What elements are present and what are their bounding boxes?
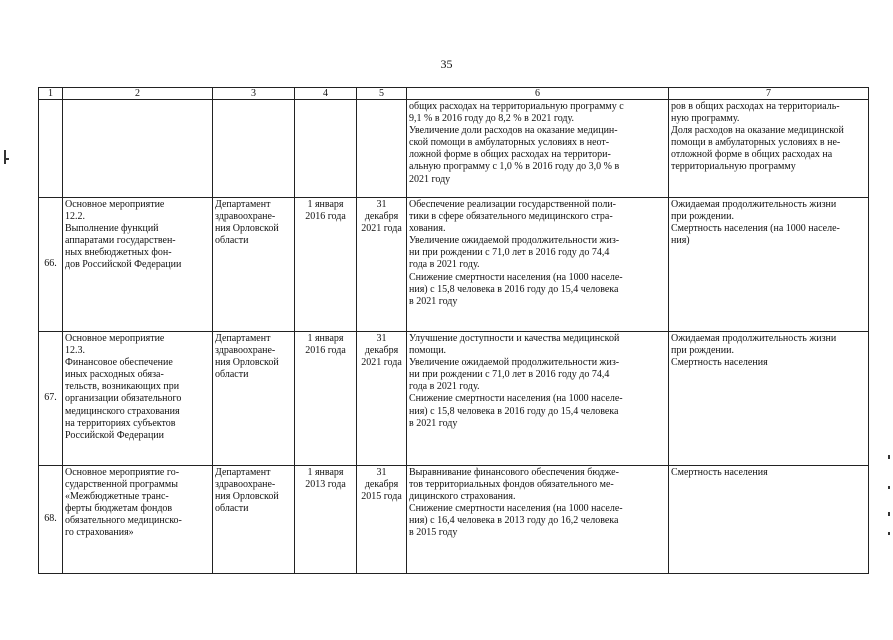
end-date-cell xyxy=(357,100,407,198)
scan-mark-left xyxy=(6,158,9,160)
table-row xyxy=(39,100,869,198)
scan-mark-right xyxy=(888,512,890,516)
event-cell: Основное мероприятие го- сударственной программы «Межбюджетные транс- ферты бюджетам фондов обязательного медицинско- го страхования» xyxy=(63,466,213,574)
column-header-4: 4 xyxy=(295,88,357,100)
table-row xyxy=(39,466,869,574)
row-number: 68. xyxy=(39,466,63,574)
table-row xyxy=(39,332,869,466)
start-date-cell xyxy=(295,100,357,198)
row-number xyxy=(39,100,63,198)
indicators-cell: Смертность населения xyxy=(669,466,869,574)
executor-cell: Департамент здравоохране- ния Орловской области xyxy=(213,198,295,332)
scan-mark-right xyxy=(888,455,890,459)
result-cell: общих расходах на территориальную программу с 9,1 % в 2016 году до 8,2 % в 2021 году. Увеличение доли расходов на оказание медицин- ской помощи в амбулаторных условиях в неот- ложной форме в общих расходах на территори- альную программу с 1,0 % в 2016 году до 3,0 % в 2021 году xyxy=(407,100,669,198)
scan-mark-left xyxy=(4,150,6,164)
column-header-1: 1 xyxy=(39,88,63,100)
column-header-6: 6 xyxy=(407,88,669,100)
program-table xyxy=(38,87,869,574)
executor-cell: Департамент здравоохране- ния Орловской области xyxy=(213,332,295,466)
table-row xyxy=(39,198,869,332)
event-cell: Основное мероприятие 12.3. Финансовое обеспечение иных расходных обяза- тельств, возникающих при организации обязательного медицинского страхования на территориях субъектов Российской Федерации xyxy=(63,332,213,466)
page-number: 35 xyxy=(440,57,453,71)
row-number: 67. xyxy=(39,332,63,466)
column-header-5: 5 xyxy=(357,88,407,100)
start-date-cell: 1 января 2013 года xyxy=(295,466,357,574)
end-date-cell: 31 декабря 2015 года xyxy=(357,466,407,574)
result-cell: Улучшение доступности и качества медицинской помощи. Увеличение ожидаемой продолжительности жиз- ни при рождении с 71,0 лет в 2016 году до 74,4 года в 2021 году. Снижение смертности населения (на 1000 населе- ния) с 15,8 человека в 2016 году до 15,4 человека в 2021 году xyxy=(407,332,669,466)
row-number: 66. xyxy=(39,198,63,332)
start-date-cell: 1 января 2016 года xyxy=(295,198,357,332)
start-date-cell: 1 января 2016 года xyxy=(295,332,357,466)
column-header-3: 3 xyxy=(213,88,295,100)
indicators-cell: Ожидаемая продолжительность жизни при рождении. Смертность населения xyxy=(669,332,869,466)
result-cell: Обеспечение реализации государственной поли- тики в сфере обязательного медицинского стра- хования. Увеличение ожидаемой продолжительности жиз- ни при рождении с 71,0 лет в 2016 году до 74,4 года в 2021 году. Снижение смертности населения (на 1000 населе- ния) с 15,8 человека в 2016 году до 15,4 человека в 2021 году xyxy=(407,198,669,332)
column-header-7: 7 xyxy=(669,88,869,100)
executor-cell xyxy=(213,100,295,198)
event-cell xyxy=(63,100,213,198)
executor-cell: Департамент здравоохране- ния Орловской области xyxy=(213,466,295,574)
result-cell: Выравнивание финансового обеспечения бюдже- тов территориальных фондов обязательного ме- дицинского страхования. Снижение смертности населения (на 1000 населе- ния) с 16,4 человека в 2013 году до 16,2 человека в 2015 году xyxy=(407,466,669,574)
column-header-2: 2 xyxy=(63,88,213,100)
end-date-cell: 31 декабря 2021 года xyxy=(357,332,407,466)
scan-mark-right xyxy=(888,532,890,535)
end-date-cell: 31 декабря 2021 года xyxy=(357,198,407,332)
header-row xyxy=(39,88,869,100)
event-cell: Основное мероприятие 12.2. Выполнение функций аппаратами государствен- ных внебюджетных фон- дов Российской Федерации xyxy=(63,198,213,332)
indicators-cell: Ожидаемая продолжительность жизни при рождении. Смертность населения (на 1000 населе- ния) xyxy=(669,198,869,332)
scan-mark-right xyxy=(888,486,890,489)
indicators-cell: ров в общих расходах на территориаль- ную программу. Доля расходов на оказание медицинской помощи в амбулаторных условиях в не- отложной форме в общих расходах на территориальную программу xyxy=(669,100,869,198)
